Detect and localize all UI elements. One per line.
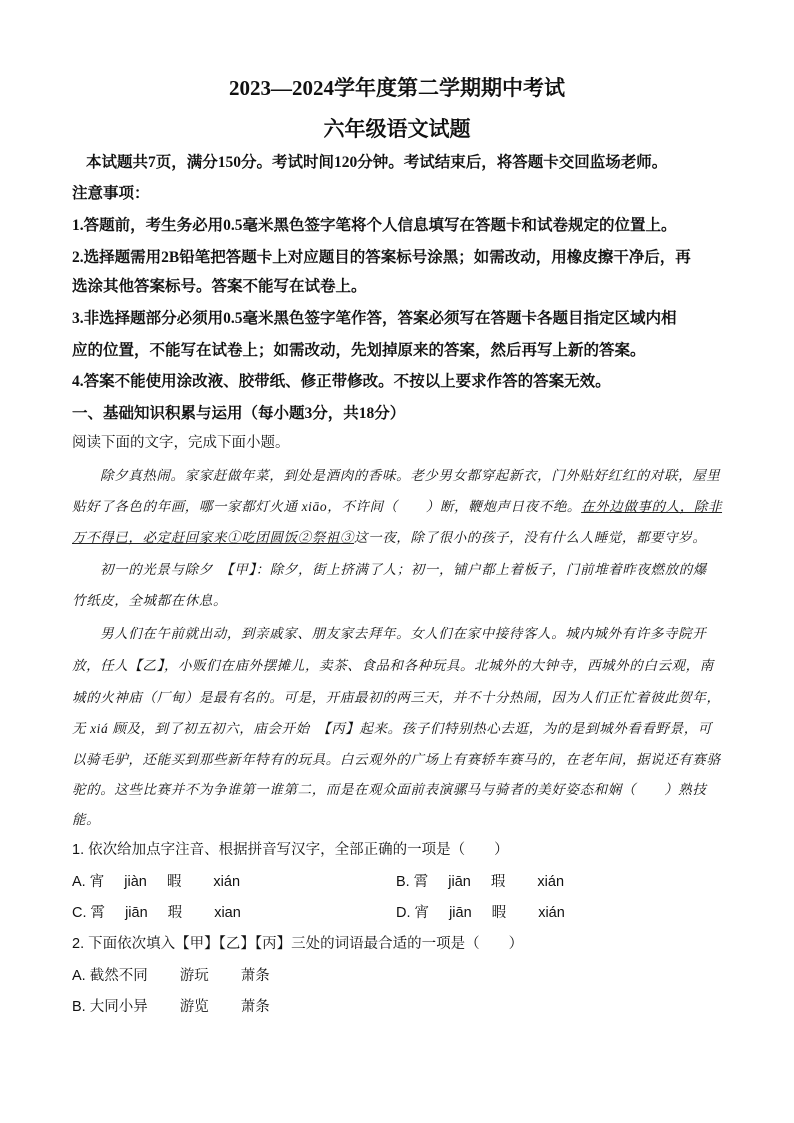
passage-p1-line-3: 万不得已，必定赶回家来①吃团圆饭②祭祖③这一夜，除了很小的孩子，没有什么人睡觉，都要守岁。: [72, 530, 707, 545]
notice-item-3-line-2: 应的位置，不能写在试卷上；如需改动，先划掉原来的答案，然后再写上新的答案。: [72, 342, 646, 359]
passage-p3-line-7: 能。: [72, 812, 101, 827]
passage-p3-line-2: 放，任人【乙】，小贩们在庙外摆摊儿，卖茶、食品和各种玩具。北城外的大钟寺，西城外的白云观，南: [72, 658, 714, 673]
underlined-sentence-cont: 万不得已，必定赶回家来①吃团圆饭②祭祖③: [72, 530, 354, 545]
passage-p3-line-6: 驼的。这些比赛并不为争谁第一谁第二，而是在观众面前表演骡马与骑者的美好姿态和娴（ ）熟技: [72, 782, 707, 797]
q1-option-c[interactable]: C. 霄 jiān 瑕 xian: [72, 905, 241, 921]
underlined-sentence: 在外边做事的人，除非: [581, 499, 723, 514]
q1-option-a[interactable]: A. 宵 jiàn 暇 xián: [72, 874, 241, 890]
q1-option-b[interactable]: B. 霄 jiān 瑕 xián: [396, 874, 565, 890]
q1-option-d[interactable]: D. 宵 jiān 暇 xián: [396, 905, 565, 921]
q2-option-a[interactable]: A. 截然不同 游玩 萧条: [72, 968, 270, 984]
notice-item-3-line-1: 3.非选择题部分必须用0.5毫米黑色签字笔作答，答案必须写在答题卡各题目指定区域内相: [72, 310, 677, 327]
notice-item-2-line-2: 选涂其他答案标号。答案不能写在试卷上。: [72, 278, 367, 295]
notice-item-1: 1.答题前，考生务必用0.5毫米黑色签字笔将个人信息填写在答题卡和试卷规定的位置上。: [72, 217, 677, 234]
passage-p3-line-5: 以骑毛驴，还能买到那些新年特有的玩具。白云观外的广场上有赛轿车赛马的，在老年间，据说还有赛骆: [72, 752, 721, 767]
notice-item-4: 4.答案不能使用涂改液、胶带纸、修正带修改。不按以上要求作答的答案无效。: [72, 373, 611, 390]
section-1-heading: 一、基础知识积累与运用（每小题3分，共18分）: [72, 405, 406, 422]
instructions-intro: 本试题共7页，满分150分。考试时间120分钟。考试结束后，将答题卡交回监场老师。: [86, 154, 668, 171]
exam-title: 2023—2024学年度第二学期期中考试: [229, 76, 565, 100]
passage-p3-line-3: 城的火神庙（厂甸）是最有名的。可是，开庙最初的两三天，并不十分热闹，因为人们正忙着彼此贺年，: [72, 690, 721, 705]
passage-p3-line-4: 无 xiá 顾及，到了初五初六，庙会开始 【丙】起来。孩子们特别热心去逛，为的是到城外看看野景，可: [72, 721, 712, 736]
passage-p3-line-1: 男人们在午前就出动，到亲戚家、朋友家去拜年。女人们在家中接待客人。城内城外有许多寺院开: [100, 626, 707, 641]
question-2-stem: 2. 下面依次填入【甲】【乙】【丙】三处的词语最合适的一项是（ ）: [72, 936, 524, 952]
reading-prompt: 阅读下面的文字，完成下面小题。: [72, 435, 290, 451]
passage-p1-line-2: 贴好了各色的年画，哪一家都灯火通 xiāo，不许间（ ）断，鞭炮声日夜不绝。在外边做事的人，除非: [72, 499, 723, 514]
q2-option-b[interactable]: B. 大同小异 游览 萧条: [72, 999, 270, 1015]
question-1-stem: 1. 依次给加点字注音、根据拼音写汉字，全部正确的一项是（ ）: [72, 842, 509, 858]
passage-p2-line-2: 竹纸皮，全城都在休息。: [72, 593, 228, 608]
notice-item-2-line-1: 2.选择题需用2B铅笔把答题卡上对应题目的答案标号涂黑；如需改动，用橡皮擦干净后，再: [72, 249, 691, 266]
notice-heading: 注意事项：: [72, 185, 150, 202]
passage-p2-line-1: 初一的光景与除夕 【甲】：除夕，街上挤满了人；初一，铺户都上着板子，门前堆着昨夜燃放的爆: [100, 562, 707, 577]
passage-p1-line-1: 除夕真热闹。家家赶做年菜，到处是酒肉的香味。老少男女都穿起新衣，门外贴好红红的对联，屋里: [100, 468, 721, 483]
exam-subtitle: 六年级语文试题: [323, 117, 471, 141]
